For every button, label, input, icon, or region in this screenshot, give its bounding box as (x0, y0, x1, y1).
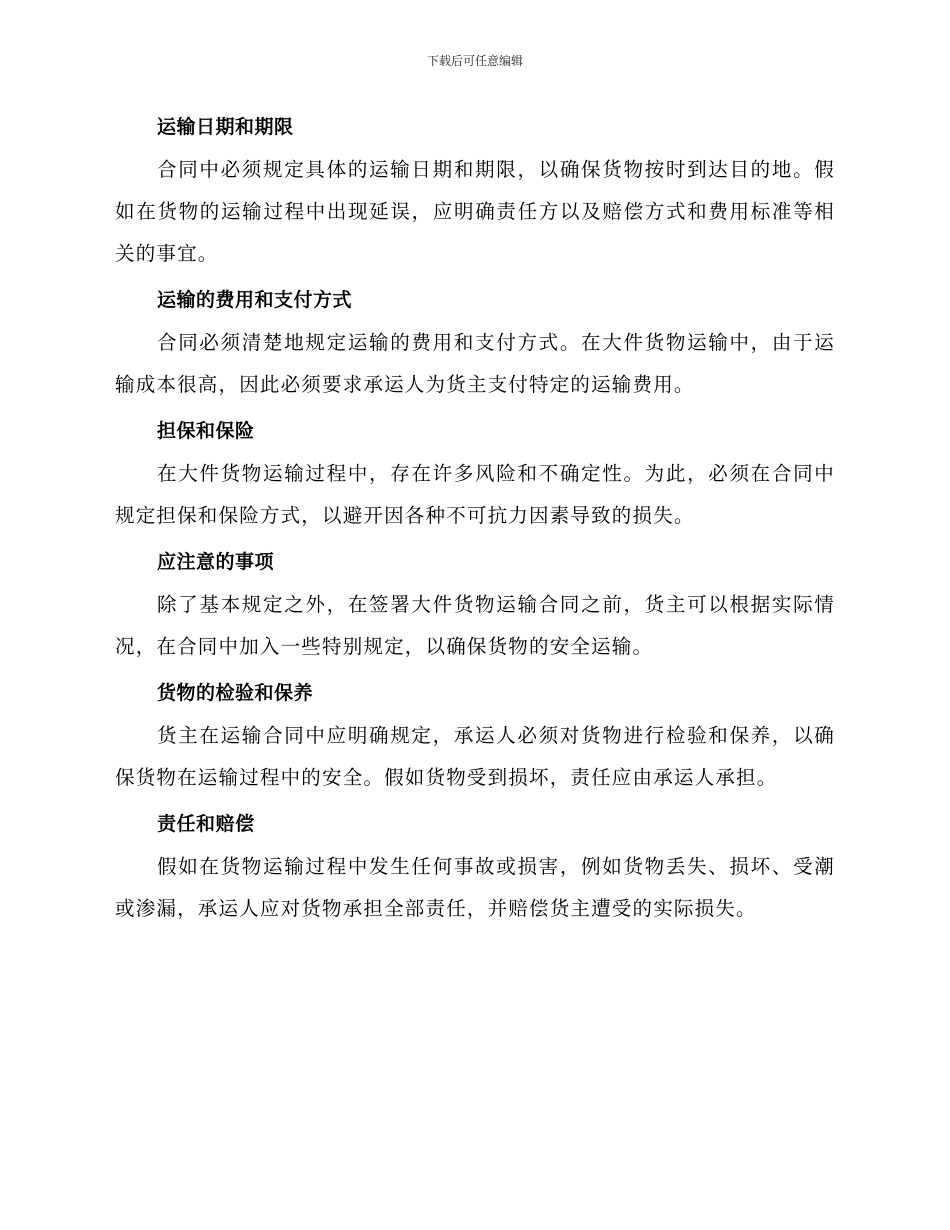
section-inspection-maintenance (115, 674, 835, 799)
section-paragraph: 假如在货物运输过程中发生任何事故或损害，例如货物丢失、损坏、受潮或渗漏，承运人应对货物承担全部责任，并赔偿货主遭受的实际损失。 (115, 855, 835, 920)
section-liability-compensation (115, 805, 835, 930)
section-heading: 担保和保险 (157, 420, 255, 442)
section-paragraph: 在大件货物运输过程中，存在许多风险和不确定性。为此，必须在合同中规定担保和保险方式，以避开因各种不可抗力因素导致的损失。 (115, 462, 835, 527)
section-notes (115, 543, 835, 668)
section-transport-dates (115, 108, 835, 275)
page-header-note: 下载后可任意编辑 (426, 54, 523, 68)
section-heading: 货物的检验和保养 (157, 682, 314, 704)
section-paragraph: 除了基本规定之外，在签署大件货物运输合同之前，货主可以根据实际情况，在合同中加入一些特别规定，以确保货物的安全运输。 (115, 593, 835, 658)
section-transport-fees (115, 281, 835, 406)
section-heading: 应注意的事项 (157, 551, 275, 573)
section-paragraph: 合同中必须规定具体的运输日期和期限，以确保货物按时到达目的地。假如在货物的运输过程中出现延误，应明确责任方以及赔偿方式和费用标准等相关的事宜。 (115, 158, 835, 265)
section-heading: 运输的费用和支付方式 (157, 289, 353, 311)
section-paragraph: 货主在运输合同中应明确规定，承运人必须对货物进行检验和保养，以确保货物在运输过程中的安全。假如货物受到损坏，责任应由承运人承担。 (115, 724, 835, 789)
section-guarantee-insurance (115, 412, 835, 537)
document-body (115, 108, 835, 936)
section-heading: 责任和赔偿 (157, 813, 255, 835)
section-heading: 运输日期和期限 (157, 116, 294, 138)
section-paragraph: 合同必须清楚地规定运输的费用和支付方式。在大件货物运输中，由于运输成本很高，因此必须要求承运人为货主支付特定的运输费用。 (115, 331, 835, 396)
